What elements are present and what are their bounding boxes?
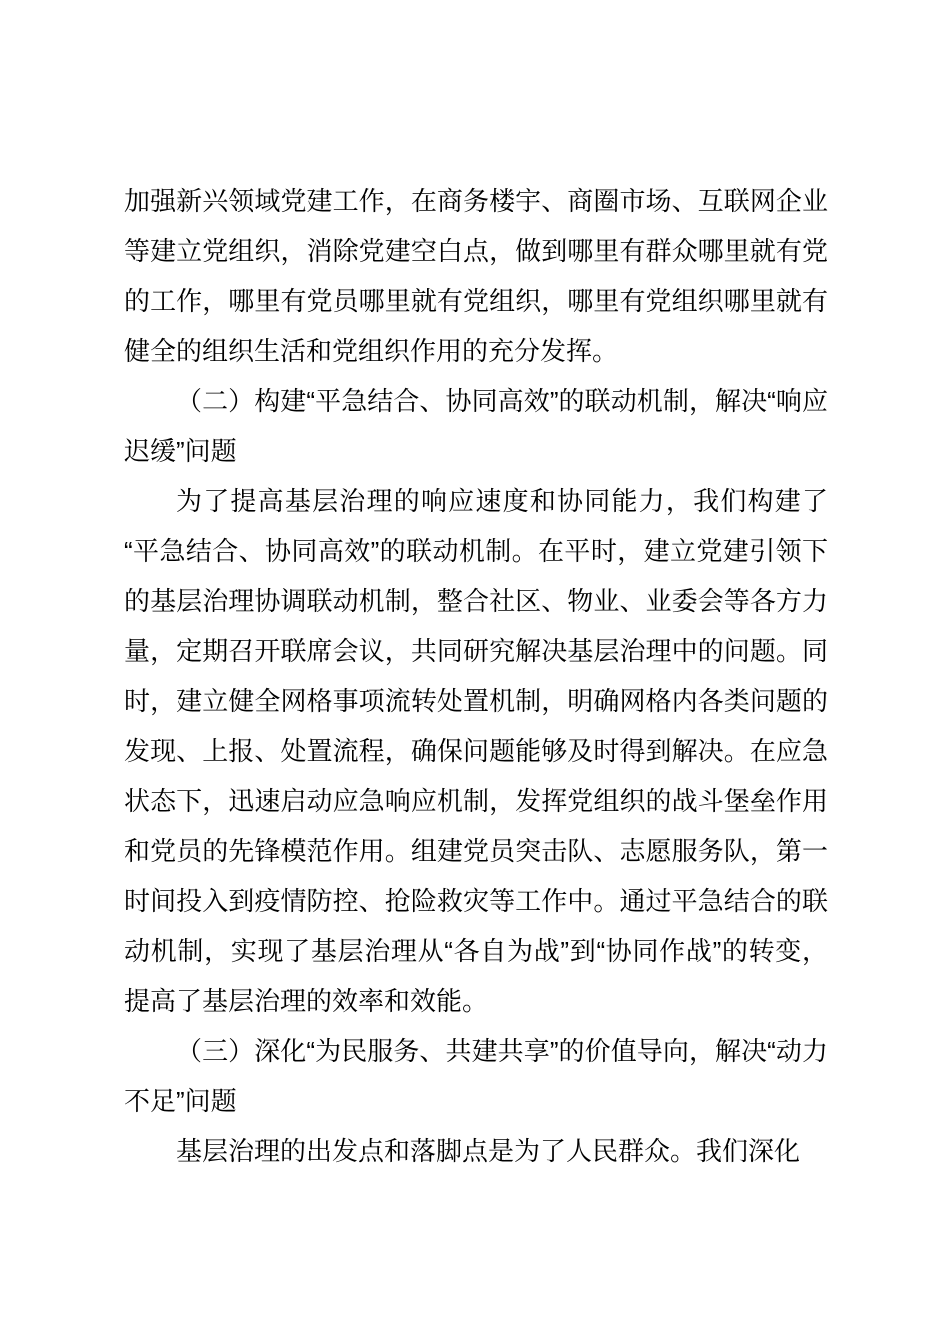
paragraph-section-two: 为了提高基层治理的响应速度和协同能力，我们构建了“平急结合、协同高效”的联动机制。在平时，建立党建引领下的基层治理协调联动机制，整合社区、物业、业委会等各方力量，定期召开联席会议，共同研究解决基层治理中的问题。同时，建立健全网格事项流转处置机制，明确网格内各类问题的发现、上报、处置流程，确保问题能够及时得到解决。在应急状态下，迅速启动应急响应机制，发挥党组织的战斗堡垒作用和党员的先锋模范作用。组建党员突击队、志愿服务队，第一时间投入到疫情防控、抢险救灾等工作中。通过平急结合的联动机制，实现了基层治理从“各自为战”到“协同作战”的转变，提高了基层治理的效率和效能。	[124, 486, 828, 1016]
section-heading-two: （二）构建“平急结合、协同高效”的联动机制，解决“响应迟缓”问题	[124, 386, 828, 466]
section-heading-three: （三）深化“为民服务、共建共享”的价值导向，解决“动力不足”问题	[124, 1036, 828, 1116]
paragraph-section-three: 基层治理的出发点和落脚点是为了人民群众。我们深化	[176, 1136, 801, 1166]
document-text-block	[124, 176, 828, 1176]
paragraph-continuation: 加强新兴领域党建工作，在商务楼宇、商圈市场、互联网企业等建立党组织，消除党建空白点，做到哪里有群众哪里就有党的工作，哪里有党员哪里就有党组织，哪里有党组织哪里就有健全的组织生活和党组织作用的充分发挥。	[124, 186, 828, 366]
